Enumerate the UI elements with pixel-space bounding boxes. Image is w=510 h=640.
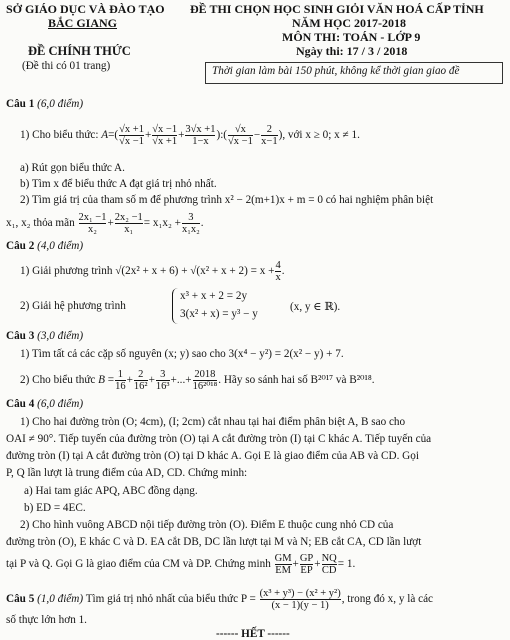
q2-heading: Câu 2 (4,0 điểm) bbox=[6, 240, 84, 252]
q5-line1: Câu 5 (1,0 điểm) Tìm giá trị nhỏ nhất của biểu thức P = $\frac{\text{(x³ + y³) − (x² + y²)}}{(x - 1)(y - 1)}$ , trong đó x, y là các bbox=[6, 587, 434, 611]
q2-eq2: 3(x² + x) = y³ − y bbox=[180, 308, 258, 320]
system-brace bbox=[172, 288, 179, 324]
q4-p2-l3-text: tại P và Q. Gọi G là giao điểm của CM và DP. Chứng minh bbox=[6, 558, 271, 570]
q2-p1-text: 1) Giải phương trình bbox=[20, 265, 113, 277]
q1-p2-text2: x₁, x₂ thỏa mãn bbox=[6, 217, 75, 229]
q1-b: b) Tìm x để biểu thức A đạt giá trị nhỏ nhất. bbox=[20, 178, 217, 190]
q4-p1-l3: đường tròn (I) tại A cắt đường tròn (O) tại D khác A. Gọi E là giao điểm của AB và CD. Gọi bbox=[6, 450, 419, 462]
q1-p2-cond: x₁, x₂ thỏa mãn $\frac{\text{2x₁ −1}}{\text{x₂}}$ + $\frac{\text{2x₂ −1}}{\text{x₁}}$ = x₁x₂ + $\frac{3}{\text{x₁x₂}}$ . bbox=[6, 211, 204, 235]
q2-p2-text: 2) Giải hệ phương trình bbox=[20, 300, 126, 312]
q1-p1: 1) Cho biểu thức: A=( $\frac{√x +1}{√x -1}$ + $\frac{√x -1}{√x +1}$ + $\frac{3√x +1}{1-x}$ ):( $\frac{√x}{√x -1}$ − $\frac{2}{x-1}$ ), với x ≥ 0; x ≠ 1. bbox=[20, 123, 360, 147]
official-label: ĐỀ CHÍNH THỨC bbox=[28, 44, 131, 58]
q3-p1: 1) Tìm tất cả các cặp số nguyên (x; y) sao cho 3(x⁴ − y²) = 2(x² − y) + 7. bbox=[20, 348, 344, 360]
q4-p1-l4: P, Q lần lượt là trung điểm của AD, CD. Chứng minh: bbox=[6, 467, 248, 479]
q3-heading: Câu 3 (3,0 điểm) bbox=[6, 330, 84, 342]
q4-heading: Câu 4 (6,0 điểm) bbox=[6, 398, 84, 410]
school-year: NĂM HỌC 2017-2018 bbox=[292, 16, 406, 30]
exam-title: ĐỀ THI CHỌN HỌC SINH GIỎI VĂN HOÁ CẤP TỈNH bbox=[190, 2, 484, 16]
exam-date: Ngày thi: 17 / 3 / 2018 bbox=[296, 44, 408, 58]
q4-p2-l1: 2) Cho hình vuông ABCD nội tiếp đường tròn (O). Điểm E thuộc cung nhỏ CD của bbox=[20, 519, 394, 531]
q3-p2: 2) Cho biểu thức B = $\frac{1}{16}$ + $\frac{2}{\text{16²}}$ + $\frac{3}{\text{16³}}$ +...+ $\frac{2018}{\text{16²⁰¹⁸}}$ . Hãy so sánh hai số B²⁰¹⁷ và B²⁰¹⁸. bbox=[20, 368, 375, 392]
time-note: Thời gian làm bài 150 phút, không kể thời gian giao đề bbox=[212, 65, 460, 77]
q1-p1-cond: , với x ≥ 0; x ≠ 1. bbox=[282, 129, 360, 141]
q5-tail: , trong đó x, y là các bbox=[341, 593, 434, 605]
subject: MÔN THI: TOÁN - LỚP 9 bbox=[282, 30, 421, 44]
q3-p2-intro: 2) Cho biểu thức bbox=[20, 374, 96, 386]
q4-p1-l1: 1) Cho hai đường tròn (O; 4cm), (I; 2cm) cắt nhau tại hai điểm phân biệt A, B sao cho bbox=[20, 416, 406, 428]
q1-p2: 2) Tìm giá trị của tham số m để phương trình x² − 2(m+1)x + m = 0 có hai nghiệm phân biệt bbox=[20, 194, 434, 206]
q2-domain: (x, y ∈ ℝ). bbox=[290, 301, 341, 313]
end-marker: ------ HẾT ------ bbox=[216, 628, 290, 640]
q5-text: Tìm giá trị nhỏ nhất của biểu thức P = bbox=[85, 593, 256, 605]
dept-line1: SỞ GIÁO DỤC VÀ ĐÀO TẠO bbox=[6, 2, 165, 16]
pages-note: (Đề thi có 01 trang) bbox=[22, 60, 111, 72]
q4-p2-l3: tại P và Q. Gọi G là giao điểm của CM và DP. Chứng minh $\frac{GM}{EM}$ + $\frac{GP}{EP}$ + $\frac{NQ}{CD}$ = 1. bbox=[6, 552, 356, 576]
q4-a: a) Hai tam giác APQ, ABC đồng dạng. bbox=[24, 485, 198, 497]
q1-a: a) Rút gọn biểu thức A. bbox=[20, 162, 125, 174]
q2-p1: 1) Giải phương trình √(2x² + x + 6) + √(x² + x + 2) = x + $\frac{4}{x}$ . bbox=[20, 259, 285, 283]
q4-p1-l2: OAI ≠ 90°. Tiếp tuyến của đường tròn (O) tại A cắt đường tròn (I) tại C khác A. Tiếp tuyến của bbox=[6, 433, 432, 445]
q4-p2-l2: đường tròn (O), E khác C và D. EA cắt DB, DC lần lượt tại M và N; EB cắt CA, CD lần lượt bbox=[6, 536, 422, 548]
q1-p1-intro: 1) Cho biểu thức: bbox=[20, 129, 99, 141]
q2-eq1: x³ + x + 2 = 2y bbox=[180, 290, 248, 302]
q1-heading: Câu 1 (6,0 điểm) bbox=[6, 98, 84, 110]
q3-p2-tail: . Hãy so sánh hai số B²⁰¹⁷ và B²⁰¹⁸. bbox=[218, 374, 375, 386]
dept-line2: BẮC GIANG bbox=[48, 16, 118, 30]
q5-line2: số thực lớn hơn 1. bbox=[6, 614, 87, 626]
q4-b: b) ED = 4EC. bbox=[24, 502, 86, 514]
